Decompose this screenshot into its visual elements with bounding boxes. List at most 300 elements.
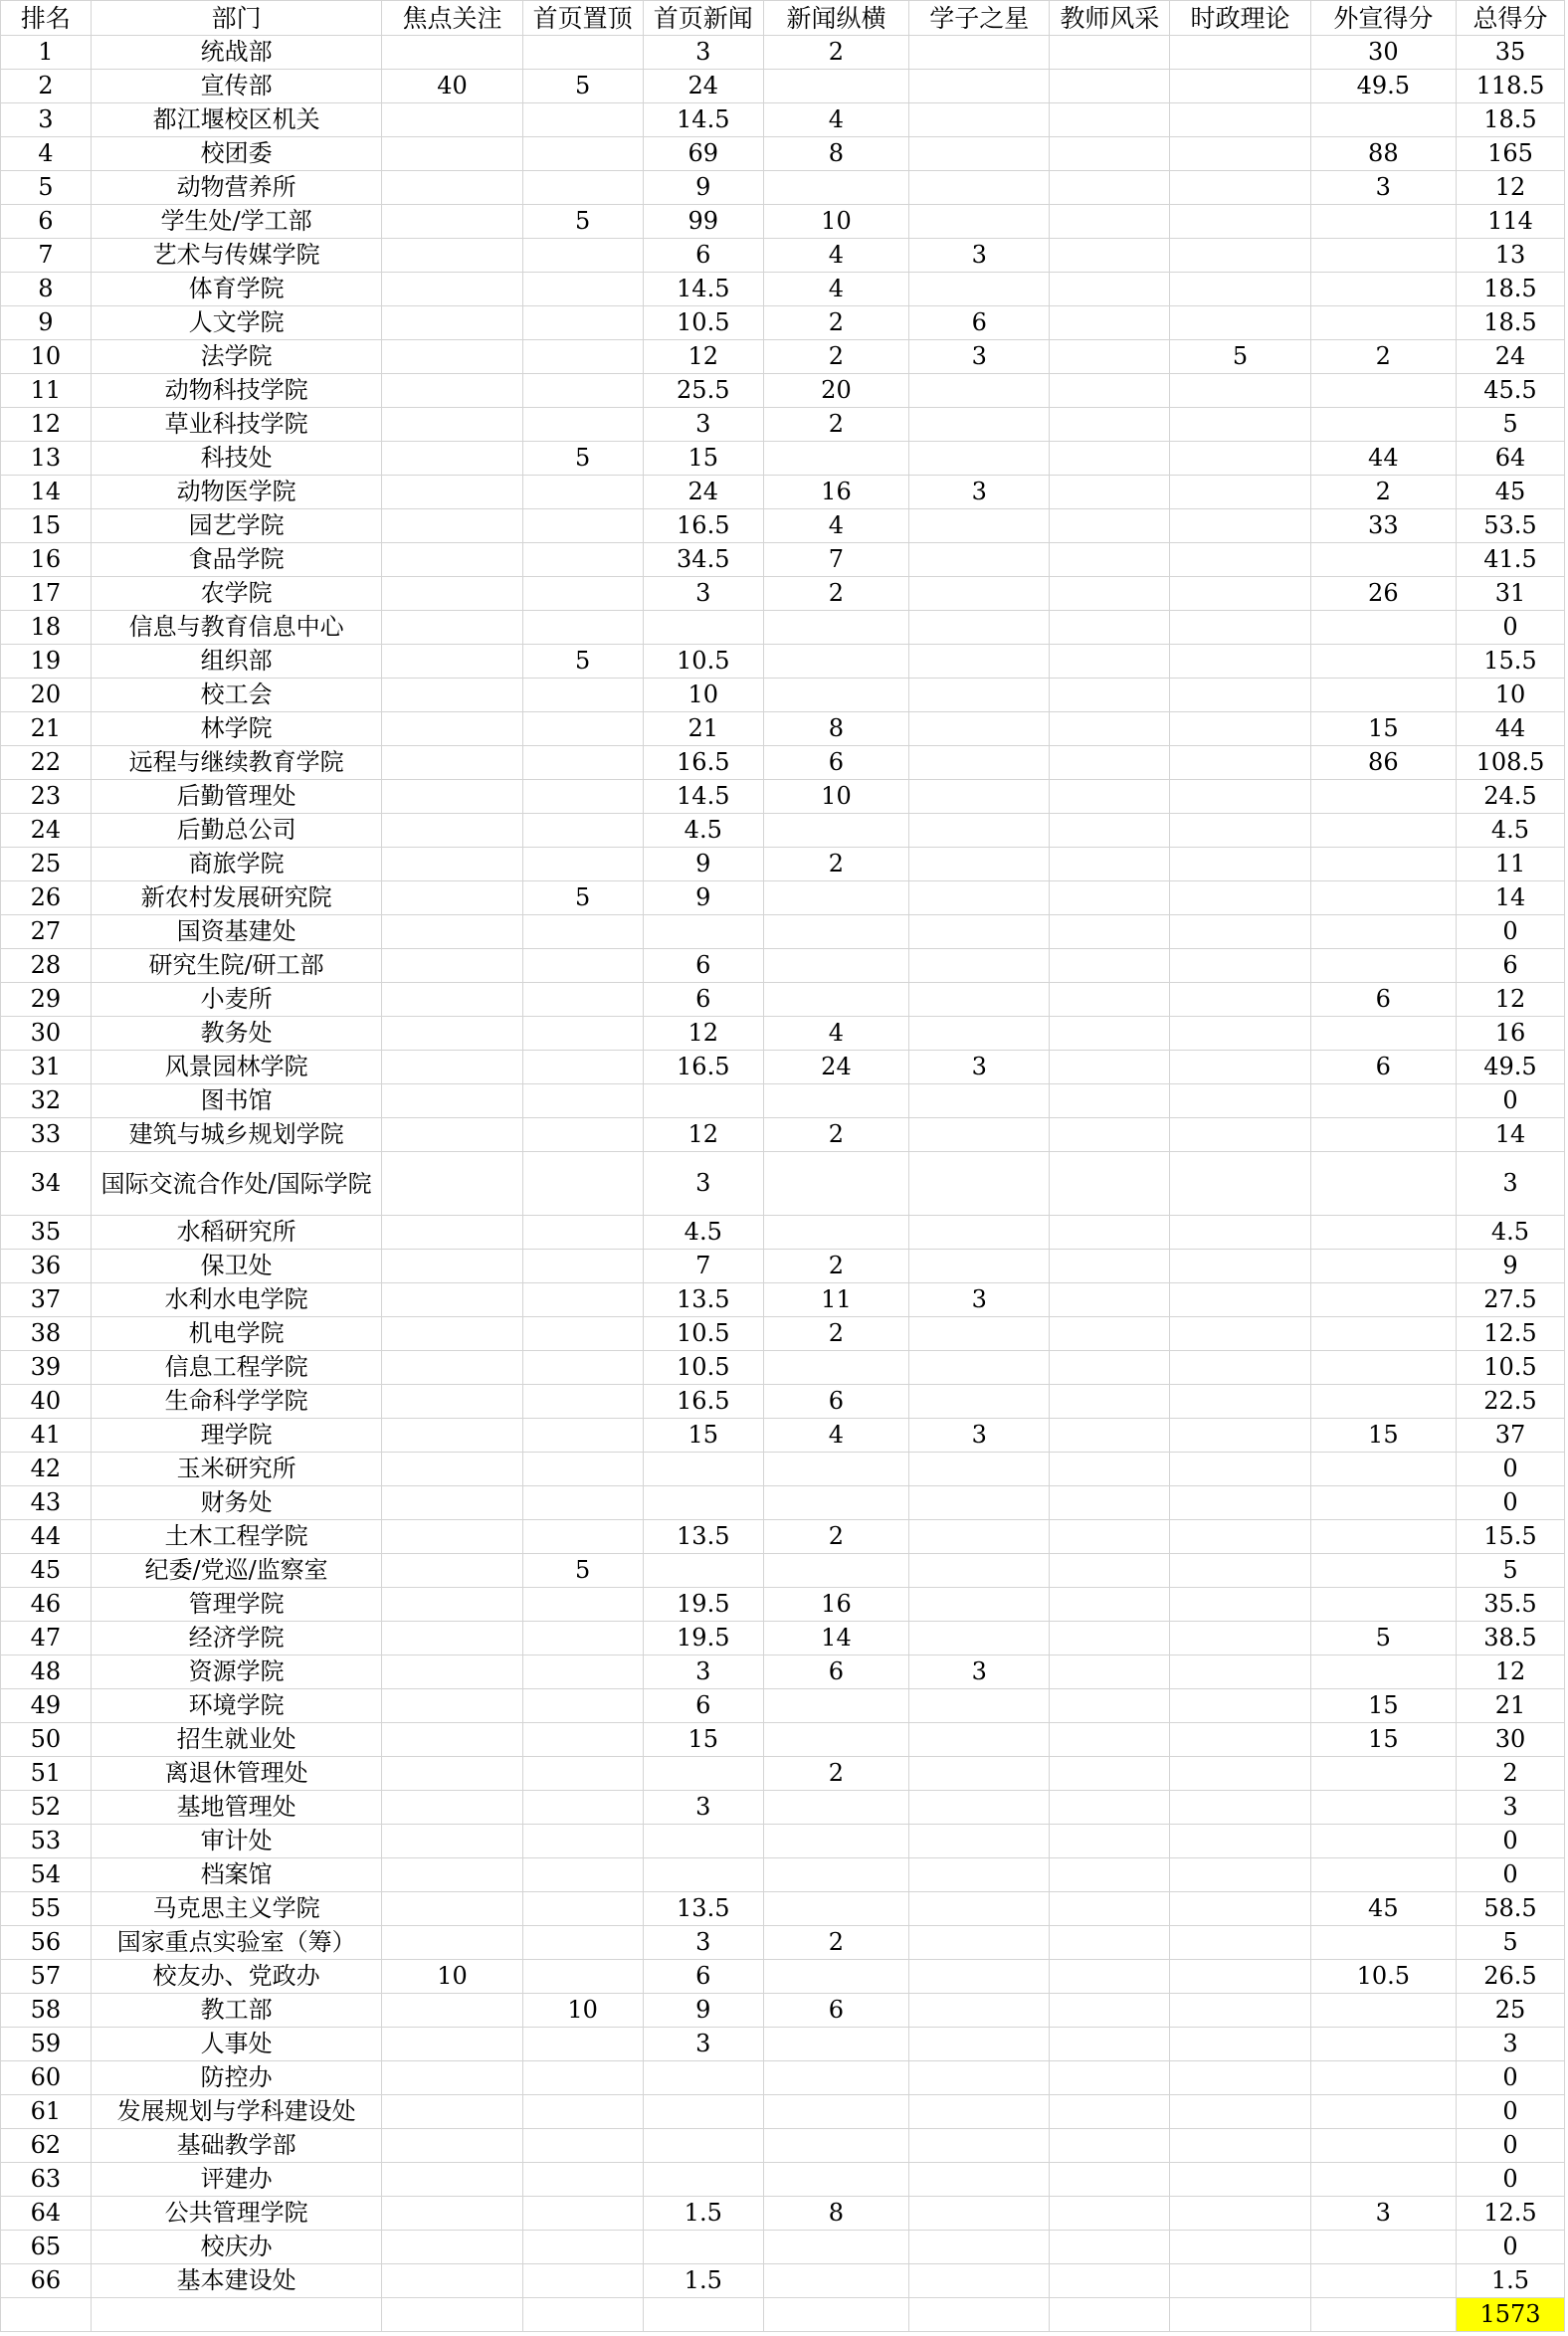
department-cell[interactable]: 管理学院 xyxy=(91,1588,382,1622)
focus-cell[interactable] xyxy=(382,746,522,780)
focus-cell[interactable] xyxy=(382,915,522,949)
star-cell[interactable] xyxy=(909,1084,1050,1118)
overview-cell[interactable]: 16 xyxy=(763,1588,908,1622)
star-cell[interactable] xyxy=(909,2095,1050,2129)
star-cell[interactable] xyxy=(909,949,1050,983)
external-cell[interactable] xyxy=(1310,1554,1456,1588)
politics-cell[interactable] xyxy=(1170,171,1310,205)
focus-cell[interactable] xyxy=(382,1588,522,1622)
focus-cell[interactable] xyxy=(382,2231,522,2264)
pinned-cell[interactable] xyxy=(522,36,643,70)
star-cell[interactable] xyxy=(909,746,1050,780)
department-cell[interactable]: 建筑与城乡规划学院 xyxy=(91,1118,382,1152)
total-cell[interactable]: 53.5 xyxy=(1456,509,1564,543)
politics-cell[interactable] xyxy=(1170,2061,1310,2095)
overview-cell[interactable] xyxy=(763,983,908,1017)
department-cell[interactable]: 基础教学部 xyxy=(91,2129,382,2163)
overview-cell[interactable] xyxy=(763,1351,908,1385)
overview-cell[interactable]: 8 xyxy=(763,137,908,171)
external-cell[interactable] xyxy=(1310,1655,1456,1689)
total-cell[interactable]: 0 xyxy=(1456,2231,1564,2264)
news-cell[interactable]: 6 xyxy=(643,239,763,273)
overview-cell[interactable]: 2 xyxy=(763,1118,908,1152)
star-cell[interactable] xyxy=(909,70,1050,103)
overview-cell[interactable] xyxy=(763,881,908,915)
total-cell[interactable]: 0 xyxy=(1456,2095,1564,2129)
total-cell[interactable]: 13 xyxy=(1456,239,1564,273)
politics-cell[interactable] xyxy=(1170,2264,1310,2298)
politics-cell[interactable] xyxy=(1170,239,1310,273)
department-cell[interactable]: 新农村发展研究院 xyxy=(91,881,382,915)
news-cell[interactable]: 3 xyxy=(643,1655,763,1689)
pinned-cell[interactable] xyxy=(522,2028,643,2061)
overview-cell[interactable]: 2 xyxy=(763,1520,908,1554)
politics-cell[interactable] xyxy=(1170,611,1310,645)
politics-cell[interactable] xyxy=(1170,2129,1310,2163)
rank-cell[interactable]: 1 xyxy=(1,36,92,70)
pinned-cell[interactable]: 5 xyxy=(522,70,643,103)
politics-cell[interactable] xyxy=(1170,1118,1310,1152)
focus-cell[interactable] xyxy=(382,408,522,442)
external-cell[interactable] xyxy=(1310,205,1456,239)
total-cell[interactable]: 2 xyxy=(1456,1757,1564,1791)
teacher-cell[interactable] xyxy=(1050,306,1170,340)
news-cell[interactable]: 19.5 xyxy=(643,1588,763,1622)
department-cell[interactable]: 信息与教育信息中心 xyxy=(91,611,382,645)
external-cell[interactable] xyxy=(1310,1351,1456,1385)
focus-cell[interactable] xyxy=(382,1858,522,1892)
star-cell[interactable] xyxy=(909,712,1050,746)
teacher-cell[interactable] xyxy=(1050,1689,1170,1723)
external-cell[interactable] xyxy=(1310,1858,1456,1892)
teacher-cell[interactable] xyxy=(1050,1520,1170,1554)
focus-cell[interactable] xyxy=(382,814,522,848)
external-cell[interactable] xyxy=(1310,1588,1456,1622)
star-cell[interactable] xyxy=(909,1825,1050,1858)
news-cell[interactable]: 16.5 xyxy=(643,1385,763,1419)
politics-cell[interactable] xyxy=(1170,1892,1310,1926)
pinned-cell[interactable] xyxy=(522,1084,643,1118)
news-cell[interactable] xyxy=(643,1453,763,1486)
department-cell[interactable]: 组织部 xyxy=(91,645,382,679)
overview-cell[interactable]: 4 xyxy=(763,273,908,306)
focus-cell[interactable] xyxy=(382,848,522,881)
total-cell[interactable]: 0 xyxy=(1456,2061,1564,2095)
total-cell-teacher[interactable] xyxy=(1050,2298,1170,2332)
teacher-cell[interactable] xyxy=(1050,273,1170,306)
department-cell[interactable]: 林学院 xyxy=(91,712,382,746)
rank-cell[interactable]: 7 xyxy=(1,239,92,273)
department-cell[interactable]: 统战部 xyxy=(91,36,382,70)
header-focus[interactable]: 焦点关注 xyxy=(382,1,522,36)
politics-cell[interactable] xyxy=(1170,1453,1310,1486)
star-cell[interactable] xyxy=(909,509,1050,543)
overview-cell[interactable]: 4 xyxy=(763,1419,908,1453)
news-cell[interactable]: 3 xyxy=(643,577,763,611)
overview-cell[interactable] xyxy=(763,70,908,103)
teacher-cell[interactable] xyxy=(1050,1588,1170,1622)
teacher-cell[interactable] xyxy=(1050,1892,1170,1926)
total-cell[interactable]: 5 xyxy=(1456,408,1564,442)
star-cell[interactable] xyxy=(909,1453,1050,1486)
news-cell[interactable]: 13.5 xyxy=(643,1892,763,1926)
teacher-cell[interactable] xyxy=(1050,712,1170,746)
total-cell[interactable]: 12 xyxy=(1456,983,1564,1017)
overview-cell[interactable]: 6 xyxy=(763,746,908,780)
overview-cell[interactable]: 10 xyxy=(763,780,908,814)
rank-cell[interactable]: 25 xyxy=(1,848,92,881)
total-cell[interactable]: 12 xyxy=(1456,1655,1564,1689)
news-cell[interactable]: 7 xyxy=(643,1250,763,1283)
overview-cell[interactable] xyxy=(763,1554,908,1588)
teacher-cell[interactable] xyxy=(1050,1554,1170,1588)
politics-cell[interactable] xyxy=(1170,1385,1310,1419)
focus-cell[interactable] xyxy=(382,1152,522,1216)
external-cell[interactable]: 30 xyxy=(1310,36,1456,70)
rank-cell[interactable]: 30 xyxy=(1,1017,92,1051)
star-cell[interactable] xyxy=(909,679,1050,712)
rank-cell[interactable]: 31 xyxy=(1,1051,92,1084)
header-total-score[interactable]: 总得分 xyxy=(1456,1,1564,36)
news-cell[interactable]: 10.5 xyxy=(643,1351,763,1385)
star-cell[interactable] xyxy=(909,137,1050,171)
external-cell[interactable]: 26 xyxy=(1310,577,1456,611)
teacher-cell[interactable] xyxy=(1050,408,1170,442)
focus-cell[interactable] xyxy=(382,205,522,239)
external-cell[interactable] xyxy=(1310,1317,1456,1351)
total-cell[interactable]: 41.5 xyxy=(1456,543,1564,577)
news-cell[interactable]: 12 xyxy=(643,1017,763,1051)
pinned-cell[interactable] xyxy=(522,712,643,746)
focus-cell[interactable] xyxy=(382,1419,522,1453)
teacher-cell[interactable] xyxy=(1050,1926,1170,1960)
external-cell[interactable] xyxy=(1310,1486,1456,1520)
header-teacher-profile[interactable]: 教师风采 xyxy=(1050,1,1170,36)
external-cell[interactable] xyxy=(1310,848,1456,881)
teacher-cell[interactable] xyxy=(1050,2197,1170,2231)
news-cell[interactable]: 9 xyxy=(643,881,763,915)
teacher-cell[interactable] xyxy=(1050,679,1170,712)
header-news-overview[interactable]: 新闻纵横 xyxy=(763,1,908,36)
total-cell[interactable]: 14 xyxy=(1456,1118,1564,1152)
politics-cell[interactable] xyxy=(1170,1554,1310,1588)
star-cell[interactable] xyxy=(909,1622,1050,1655)
focus-cell[interactable] xyxy=(382,712,522,746)
total-cell[interactable]: 4.5 xyxy=(1456,1216,1564,1250)
teacher-cell[interactable] xyxy=(1050,70,1170,103)
pinned-cell[interactable] xyxy=(522,476,643,509)
star-cell[interactable] xyxy=(909,611,1050,645)
pinned-cell[interactable] xyxy=(522,1825,643,1858)
overview-cell[interactable] xyxy=(763,1486,908,1520)
total-cell[interactable]: 9 xyxy=(1456,1250,1564,1283)
external-cell[interactable] xyxy=(1310,1825,1456,1858)
external-cell[interactable] xyxy=(1310,1757,1456,1791)
politics-cell[interactable] xyxy=(1170,476,1310,509)
department-cell[interactable]: 研究生院/研工部 xyxy=(91,949,382,983)
teacher-cell[interactable] xyxy=(1050,103,1170,137)
pinned-cell[interactable] xyxy=(522,509,643,543)
politics-cell[interactable] xyxy=(1170,983,1310,1017)
rank-cell[interactable]: 55 xyxy=(1,1892,92,1926)
department-cell[interactable]: 图书馆 xyxy=(91,1084,382,1118)
news-cell[interactable]: 6 xyxy=(643,983,763,1017)
news-cell[interactable]: 6 xyxy=(643,1960,763,1994)
news-cell[interactable]: 16.5 xyxy=(643,509,763,543)
overview-cell[interactable] xyxy=(763,1689,908,1723)
rank-cell[interactable]: 17 xyxy=(1,577,92,611)
news-cell[interactable]: 25.5 xyxy=(643,374,763,408)
total-cell-external[interactable] xyxy=(1310,2298,1456,2332)
department-cell[interactable]: 国际交流合作处/国际学院 xyxy=(91,1152,382,1216)
star-cell[interactable]: 6 xyxy=(909,306,1050,340)
rank-cell[interactable]: 6 xyxy=(1,205,92,239)
pinned-cell[interactable] xyxy=(522,2197,643,2231)
focus-cell[interactable] xyxy=(382,2028,522,2061)
overview-cell[interactable]: 16 xyxy=(763,476,908,509)
rank-cell[interactable]: 4 xyxy=(1,137,92,171)
total-cell[interactable]: 3 xyxy=(1456,2028,1564,2061)
news-cell[interactable]: 3 xyxy=(643,36,763,70)
politics-cell[interactable] xyxy=(1170,1283,1310,1317)
politics-cell[interactable] xyxy=(1170,1250,1310,1283)
news-cell[interactable] xyxy=(643,1084,763,1118)
header-student-star[interactable]: 学子之星 xyxy=(909,1,1050,36)
star-cell[interactable] xyxy=(909,1588,1050,1622)
focus-cell[interactable] xyxy=(382,1757,522,1791)
external-cell[interactable] xyxy=(1310,543,1456,577)
focus-cell[interactable] xyxy=(382,1689,522,1723)
focus-cell[interactable] xyxy=(382,1385,522,1419)
grand-total-cell[interactable]: 1573 xyxy=(1456,2298,1564,2332)
politics-cell[interactable] xyxy=(1170,1051,1310,1084)
total-cell[interactable]: 24 xyxy=(1456,340,1564,374)
teacher-cell[interactable] xyxy=(1050,814,1170,848)
rank-cell[interactable]: 5 xyxy=(1,171,92,205)
external-cell[interactable]: 45 xyxy=(1310,1892,1456,1926)
external-cell[interactable] xyxy=(1310,2061,1456,2095)
star-cell[interactable] xyxy=(909,983,1050,1017)
pinned-cell[interactable] xyxy=(522,1892,643,1926)
news-cell[interactable]: 12 xyxy=(643,1118,763,1152)
teacher-cell[interactable] xyxy=(1050,1250,1170,1283)
pinned-cell[interactable] xyxy=(522,1216,643,1250)
total-cell[interactable]: 64 xyxy=(1456,442,1564,476)
star-cell[interactable] xyxy=(909,1689,1050,1723)
overview-cell[interactable] xyxy=(763,2061,908,2095)
department-cell[interactable]: 人事处 xyxy=(91,2028,382,2061)
overview-cell[interactable]: 2 xyxy=(763,1317,908,1351)
focus-cell[interactable]: 40 xyxy=(382,70,522,103)
star-cell[interactable] xyxy=(909,1791,1050,1825)
news-cell[interactable]: 10 xyxy=(643,679,763,712)
politics-cell[interactable] xyxy=(1170,408,1310,442)
news-cell[interactable] xyxy=(643,1825,763,1858)
total-cell[interactable]: 18.5 xyxy=(1456,306,1564,340)
department-cell[interactable]: 审计处 xyxy=(91,1825,382,1858)
total-cell[interactable]: 0 xyxy=(1456,1858,1564,1892)
pinned-cell[interactable] xyxy=(522,780,643,814)
overview-cell[interactable] xyxy=(763,1723,908,1757)
external-cell[interactable]: 6 xyxy=(1310,983,1456,1017)
rank-cell[interactable]: 33 xyxy=(1,1118,92,1152)
rank-cell[interactable]: 48 xyxy=(1,1655,92,1689)
total-cell[interactable]: 22.5 xyxy=(1456,1385,1564,1419)
overview-cell[interactable]: 4 xyxy=(763,1017,908,1051)
total-cell[interactable]: 0 xyxy=(1456,1084,1564,1118)
external-cell[interactable] xyxy=(1310,1520,1456,1554)
focus-cell[interactable] xyxy=(382,1453,522,1486)
department-cell[interactable]: 后勤总公司 xyxy=(91,814,382,848)
department-cell[interactable]: 动物营养所 xyxy=(91,171,382,205)
rank-cell[interactable]: 54 xyxy=(1,1858,92,1892)
total-cell[interactable]: 38.5 xyxy=(1456,1622,1564,1655)
overview-cell[interactable]: 2 xyxy=(763,1250,908,1283)
overview-cell[interactable] xyxy=(763,2231,908,2264)
total-cell[interactable]: 165 xyxy=(1456,137,1564,171)
department-cell[interactable]: 公共管理学院 xyxy=(91,2197,382,2231)
rank-cell[interactable]: 28 xyxy=(1,949,92,983)
overview-cell[interactable]: 7 xyxy=(763,543,908,577)
politics-cell[interactable] xyxy=(1170,645,1310,679)
overview-cell[interactable]: 24 xyxy=(763,1051,908,1084)
rank-cell[interactable]: 44 xyxy=(1,1520,92,1554)
overview-cell[interactable]: 2 xyxy=(763,36,908,70)
focus-cell[interactable] xyxy=(382,1825,522,1858)
star-cell[interactable]: 3 xyxy=(909,476,1050,509)
pinned-cell[interactable] xyxy=(522,1051,643,1084)
teacher-cell[interactable] xyxy=(1050,611,1170,645)
pinned-cell[interactable]: 5 xyxy=(522,442,643,476)
focus-cell[interactable] xyxy=(382,171,522,205)
teacher-cell[interactable] xyxy=(1050,1486,1170,1520)
pinned-cell[interactable] xyxy=(522,746,643,780)
star-cell[interactable] xyxy=(909,103,1050,137)
teacher-cell[interactable] xyxy=(1050,746,1170,780)
pinned-cell[interactable] xyxy=(522,408,643,442)
overview-cell[interactable]: 2 xyxy=(763,848,908,881)
news-cell[interactable]: 16.5 xyxy=(643,1051,763,1084)
star-cell[interactable]: 3 xyxy=(909,340,1050,374)
focus-cell[interactable] xyxy=(382,1051,522,1084)
star-cell[interactable]: 3 xyxy=(909,1051,1050,1084)
news-cell[interactable] xyxy=(643,1554,763,1588)
department-cell[interactable]: 学生处/学工部 xyxy=(91,205,382,239)
pinned-cell[interactable] xyxy=(522,374,643,408)
politics-cell[interactable] xyxy=(1170,1622,1310,1655)
rank-cell[interactable]: 49 xyxy=(1,1689,92,1723)
teacher-cell[interactable] xyxy=(1050,1723,1170,1757)
teacher-cell[interactable] xyxy=(1050,442,1170,476)
external-cell[interactable] xyxy=(1310,1791,1456,1825)
total-cell[interactable]: 15.5 xyxy=(1456,645,1564,679)
overview-cell[interactable] xyxy=(763,1152,908,1216)
politics-cell[interactable] xyxy=(1170,273,1310,306)
total-cell[interactable]: 0 xyxy=(1456,2129,1564,2163)
total-cell[interactable]: 6 xyxy=(1456,949,1564,983)
star-cell[interactable] xyxy=(909,1317,1050,1351)
external-cell[interactable] xyxy=(1310,2129,1456,2163)
politics-cell[interactable] xyxy=(1170,1994,1310,2028)
news-cell[interactable]: 3 xyxy=(643,408,763,442)
department-cell[interactable]: 法学院 xyxy=(91,340,382,374)
pinned-cell[interactable] xyxy=(522,1757,643,1791)
star-cell[interactable] xyxy=(909,36,1050,70)
pinned-cell[interactable] xyxy=(522,1317,643,1351)
overview-cell[interactable] xyxy=(763,442,908,476)
department-cell[interactable]: 发展规划与学科建设处 xyxy=(91,2095,382,2129)
news-cell[interactable]: 10.5 xyxy=(643,645,763,679)
teacher-cell[interactable] xyxy=(1050,1118,1170,1152)
focus-cell[interactable] xyxy=(382,442,522,476)
total-cell-star[interactable] xyxy=(909,2298,1050,2332)
star-cell[interactable] xyxy=(909,814,1050,848)
teacher-cell[interactable] xyxy=(1050,137,1170,171)
total-cell-pinned[interactable] xyxy=(522,2298,643,2332)
news-cell[interactable] xyxy=(643,611,763,645)
department-cell[interactable]: 科技处 xyxy=(91,442,382,476)
teacher-cell[interactable] xyxy=(1050,1351,1170,1385)
rank-cell[interactable]: 51 xyxy=(1,1757,92,1791)
focus-cell[interactable] xyxy=(382,103,522,137)
news-cell[interactable]: 9 xyxy=(643,1994,763,2028)
department-cell[interactable]: 草业科技学院 xyxy=(91,408,382,442)
teacher-cell[interactable] xyxy=(1050,1317,1170,1351)
department-cell[interactable]: 机电学院 xyxy=(91,1317,382,1351)
total-cell[interactable]: 114 xyxy=(1456,205,1564,239)
star-cell[interactable] xyxy=(909,1351,1050,1385)
rank-cell[interactable]: 38 xyxy=(1,1317,92,1351)
star-cell[interactable] xyxy=(909,273,1050,306)
external-cell[interactable] xyxy=(1310,1283,1456,1317)
star-cell[interactable]: 3 xyxy=(909,1283,1050,1317)
rank-cell[interactable]: 12 xyxy=(1,408,92,442)
rank-cell[interactable]: 52 xyxy=(1,1791,92,1825)
focus-cell[interactable] xyxy=(382,1118,522,1152)
teacher-cell[interactable] xyxy=(1050,1453,1170,1486)
external-cell[interactable] xyxy=(1310,306,1456,340)
star-cell[interactable] xyxy=(909,171,1050,205)
external-cell[interactable] xyxy=(1310,1453,1456,1486)
external-cell[interactable]: 15 xyxy=(1310,1723,1456,1757)
news-cell[interactable]: 3 xyxy=(643,1926,763,1960)
pinned-cell[interactable] xyxy=(522,1250,643,1283)
news-cell[interactable]: 24 xyxy=(643,70,763,103)
teacher-cell[interactable] xyxy=(1050,36,1170,70)
external-cell[interactable]: 86 xyxy=(1310,746,1456,780)
star-cell[interactable] xyxy=(909,1960,1050,1994)
department-cell[interactable]: 生命科学学院 xyxy=(91,1385,382,1419)
teacher-cell[interactable] xyxy=(1050,2163,1170,2197)
pinned-cell[interactable] xyxy=(522,103,643,137)
department-cell[interactable]: 校庆办 xyxy=(91,2231,382,2264)
news-cell[interactable]: 3 xyxy=(643,2028,763,2061)
total-cell[interactable]: 5 xyxy=(1456,1554,1564,1588)
politics-cell[interactable] xyxy=(1170,577,1310,611)
external-cell[interactable] xyxy=(1310,408,1456,442)
news-cell[interactable] xyxy=(643,2061,763,2095)
overview-cell[interactable] xyxy=(763,2163,908,2197)
star-cell[interactable] xyxy=(909,1118,1050,1152)
politics-cell[interactable] xyxy=(1170,70,1310,103)
politics-cell[interactable] xyxy=(1170,1317,1310,1351)
rank-cell[interactable]: 14 xyxy=(1,476,92,509)
total-cell[interactable]: 5 xyxy=(1456,1926,1564,1960)
pinned-cell[interactable] xyxy=(522,2095,643,2129)
total-cell[interactable]: 11 xyxy=(1456,848,1564,881)
pinned-cell[interactable] xyxy=(522,679,643,712)
star-cell[interactable] xyxy=(909,442,1050,476)
